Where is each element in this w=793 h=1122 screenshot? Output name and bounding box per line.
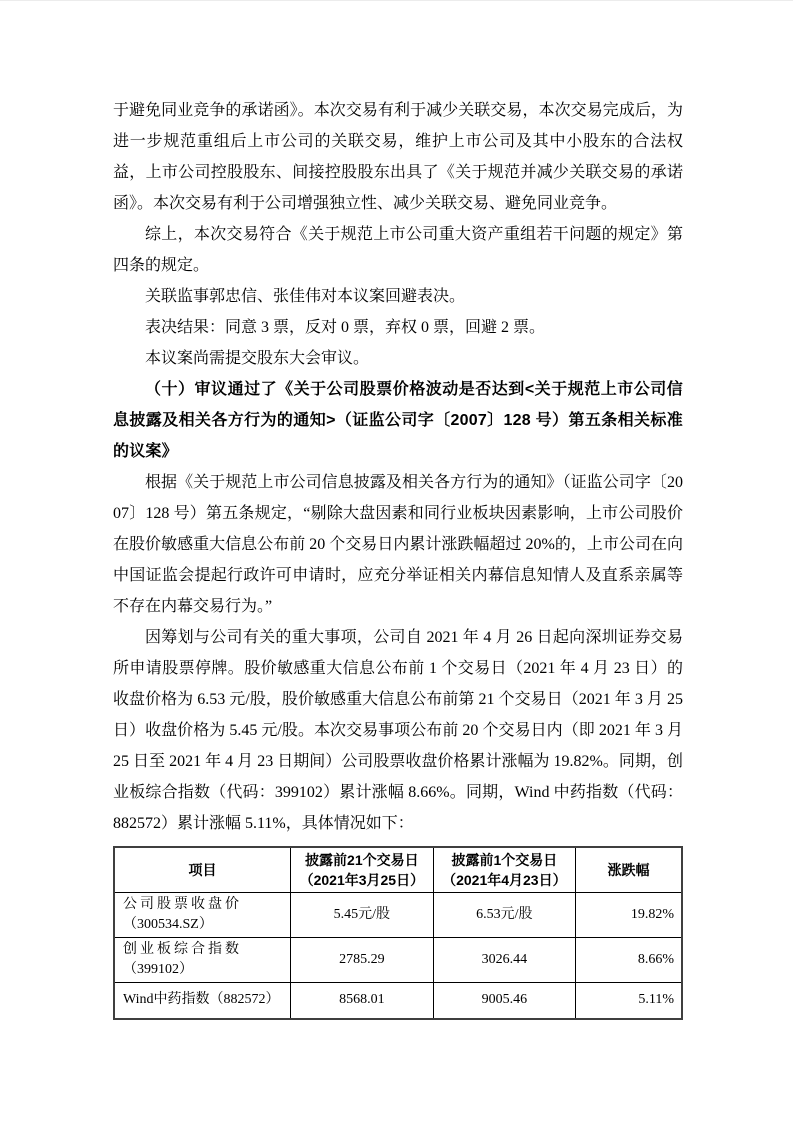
paragraph-price-movement-detail: 因筹划与公司有关的重大事项，公司自 2021 年 4 月 26 日起向深圳证券交易所申请股票停牌。股价敏感重大信息公布前 1 个交易日（2021 年 4 月 23 日）的收盘价格为 6.53 元/股，股价敏感重大信息公布前第 21 个交易日（2021 年 3 月 25 日）收盘价格为 5.45 元/股。本次交易事项公布前 20 个交易日内（即 2021 年 3 月 25 日至 2021 年 4 月 23 日期间）公司股票收盘价格累计涨幅为 19.82%。同期，创业板综合指数（代码：399102）累计涨幅 8.66%。同期，Wind 中药指数（代码：882572）累计涨幅 5.11%，具体情况如下： xyxy=(113,629,683,832)
cell-item-chinext-line1: 创业板综合指数 xyxy=(123,942,242,957)
cell-item-chinext-line2: （399102） xyxy=(123,962,193,977)
page-content xyxy=(0,1,793,1020)
paragraph-submit-shareholders-meeting: 本议案尚需提交股东大会审议。 xyxy=(145,350,370,367)
cell-item-company-stock xyxy=(114,893,291,938)
table-header-row xyxy=(114,847,682,893)
column-header-21-days-line2: （2021年3月25日） xyxy=(299,872,425,888)
paragraph-commitment-continuation: 于避免同业竞争的承诺函》。本次交易有利于减少关联交易，本次交易完成后，为进一步规范重组后上市公司的关联交易，维护上市公司及其中小股东的合法权益，上市公司控股股东、间接控股股东出具了《关于规范并减少关联交易的承诺函》。本次交易有利于公司增强独立性、减少关联交易、避免同业竞争。 xyxy=(113,102,683,212)
column-header-21-days-before xyxy=(291,847,434,893)
column-header-item-label: 项目 xyxy=(188,862,217,878)
paragraph-regulation-quote: 根据《关于规范上市公司信息披露及相关各方行为的通知》（证监公司字〔2007〕128 号）第五条规定，“剔除大盘因素和同行业板块因素影响，上市公司股价在股价敏感重大信息公布前 20 个交易日内累计涨跌幅超过 20%的，上市公司在向中国证监会提起行政许可申请时，应充分举证相关内幕信息知情人及直系亲属等不存在内幕交易行为。” xyxy=(113,474,683,615)
cell-item-company-stock-line2: （300534.SZ） xyxy=(123,917,213,932)
column-header-1-day-before xyxy=(433,847,576,893)
column-header-21-days-line1: 披露前21个交易日 xyxy=(305,852,419,868)
cell-item-wind-tcm-line1: Wind中药指数（882572） xyxy=(123,992,280,1008)
column-header-1-day-line2: （2021年4月23日） xyxy=(442,872,567,888)
cell-item-company-stock-line1: 公司股票收盘价 xyxy=(123,897,242,912)
table-row-company-stock xyxy=(114,893,682,938)
column-header-1-day-line1: 披露前1个交易日 xyxy=(451,852,558,868)
cell-item-chinext-index xyxy=(114,938,291,983)
cell-chinext-before1: 3026.44 xyxy=(433,938,576,983)
column-header-change xyxy=(576,847,682,893)
cell-chinext-change: 8.66% xyxy=(576,938,682,983)
cell-stock-before21: 5.45元/股 xyxy=(291,893,434,938)
section-heading-item-10: （十）审议通过了《关于公司股票价格波动是否达到<关于规范上市公司信息披露及相关各方行为的通知>（证监公司字〔2007〕128 号）第五条相关标准的议案》 xyxy=(113,381,683,460)
cell-chinext-before21: 2785.29 xyxy=(291,938,434,983)
paragraph-vote-result: 表决结果：同意 3 票，反对 0 票，弃权 0 票，回避 2 票。 xyxy=(145,319,546,336)
paragraph-conclusion: 综上，本次交易符合《关于规范上市公司重大资产重组若干问题的规定》第四条的规定。 xyxy=(113,226,683,274)
table-row-wind-tcm-index xyxy=(114,983,682,1019)
cell-item-wind-tcm-index xyxy=(114,983,291,1019)
cell-wind-change: 5.11% xyxy=(576,983,682,1019)
column-header-item xyxy=(114,847,291,893)
cell-wind-before21: 8568.01 xyxy=(291,983,434,1019)
paragraph-supervisor-recusal: 关联监事郭忠信、张佳伟对本议案回避表决。 xyxy=(145,288,466,305)
table-row-chinext-index xyxy=(114,938,682,983)
price-change-table xyxy=(113,846,683,1020)
cell-wind-before1: 9005.46 xyxy=(433,983,576,1019)
column-header-change-label: 涨跌幅 xyxy=(607,862,650,878)
cell-stock-before1: 6.53元/股 xyxy=(433,893,576,938)
cell-stock-change: 19.82% xyxy=(576,893,682,938)
